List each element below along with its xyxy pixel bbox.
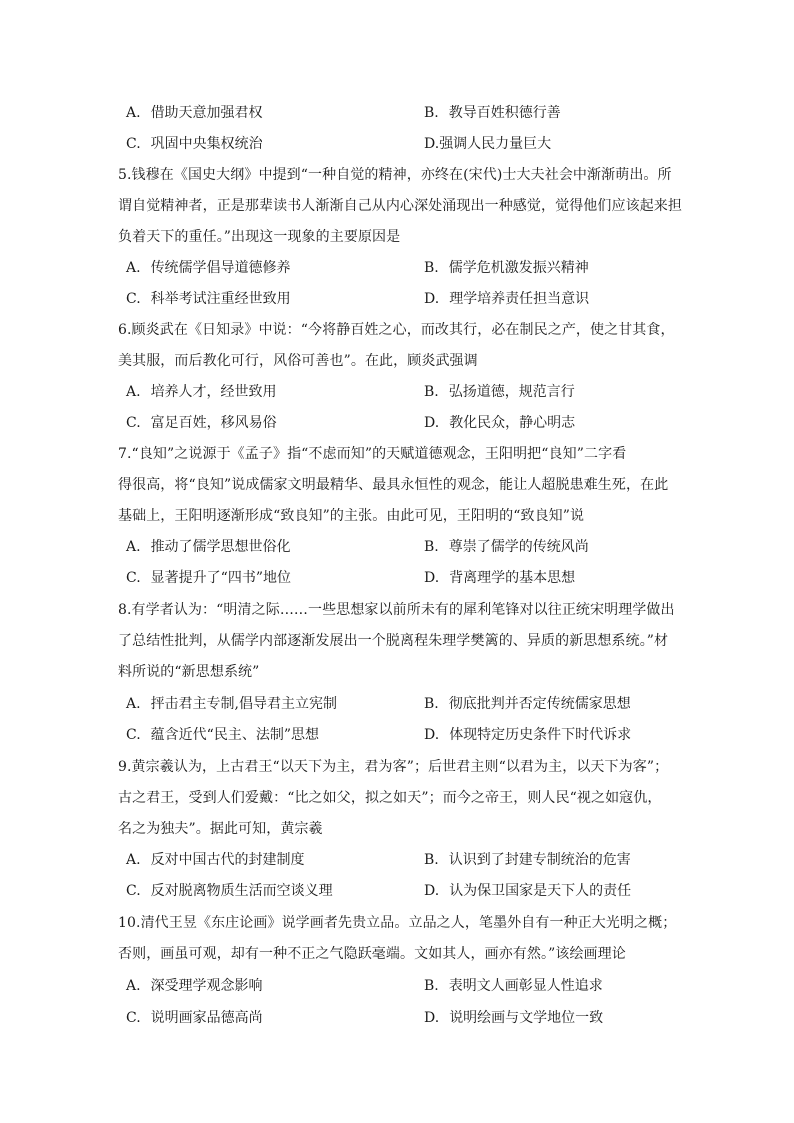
q5-stem-line-2: 谓自觉精神者，正是那辈读书人渐渐自己从内心深处涌现出一种感觉，觉得他们应该起来担 [118,198,682,214]
q10-option-d[interactable]: D. 说明绘画与文学地位一致 [424,1010,604,1026]
q5-options-row-1 [126,258,686,278]
q8-options-row-2 [126,725,686,745]
q5-stem-line-1: 5.钱穆在《国史大纲》中提到“一种自觉的精神，亦终在(宋代)士大夫社会中渐渐萌出。所 [118,167,672,183]
q8-options-row-1 [126,694,686,714]
q8-option-c[interactable]: C. 蕴含近代“民主、法制”思想 [126,727,319,743]
q9-options-row-1 [126,850,686,870]
q8-stem-line-1: 8.有学者认为：“明清之际……一些思想家以前所未有的犀利笔锋对以往正统宋明理学做出 [118,602,675,618]
q10-stem-line-2: 否则，画虽可观，却有一种不正之气隐跃毫端。文如其人，画亦有然。”该绘画理论 [118,946,626,962]
q9-stem-line-3: 名之为独夫”。据此可知，黄宗羲 [118,821,323,837]
q6-option-c[interactable]: C. 富足百姓，移风易俗 [126,415,277,431]
q8-option-d[interactable]: D. 体现特定历史条件下时代诉求 [424,727,632,743]
q10-option-a[interactable]: A. 深受理学观念影响 [126,978,263,994]
q8-option-a[interactable]: A. 抨击君主专制,倡导君主立宪制 [126,696,338,712]
q10-options-row-1 [126,976,686,996]
q8-option-b[interactable]: B. 彻底批判并否定传统儒家思想 [424,696,631,712]
q10-option-c[interactable]: C. 说明画家品德高尚 [126,1010,263,1026]
q8-stem-line-3: 料所说的“新思想系统” [118,664,260,680]
q5-option-b[interactable]: B. 儒学危机激发振兴精神 [424,260,589,276]
q7-stem-line-1: 7.“良知”之说源于《孟子》指“不虑而知”的天赋道德观念，王阳明把“良知”二字看 [118,446,627,462]
q9-option-d[interactable]: D. 认为保卫国家是天下人的责任 [424,883,632,899]
q6-option-b[interactable]: B. 弘扬道德，规范言行 [424,384,575,400]
q4-option-d[interactable]: D.强调人民力量巨大 [424,136,552,152]
q4-option-b[interactable]: B. 教导百姓积德行善 [424,105,561,121]
q10-options-row-2 [126,1008,686,1028]
q7-stem-line-3: 基础上，王阳明逐渐形成“致良知”的主张。由此可见，王阳明的“致良知”说 [118,508,585,524]
q7-options-row-1 [126,537,686,557]
q6-option-d[interactable]: D. 教化民众，静心明志 [424,415,576,431]
q7-option-b[interactable]: B. 尊崇了儒学的传统风尚 [424,539,589,555]
q7-stem-line-2: 得很高，将“良知”说成儒家文明最精华、最具永恒性的观念，能让人超脱患难生死，在此 [118,477,669,493]
q9-stem-line-2: 古之君王，受到人们爱戴：“比之如父，拟之如天”；而今之帝王，则人民“视之如寇仇， [118,790,662,806]
q9-option-c[interactable]: C. 反对脱离物质生活而空谈义理 [126,883,333,899]
q4-options-row-1 [126,103,686,123]
q4-option-a[interactable]: A. 借助天意加强君权 [126,105,263,121]
q6-stem-line-1: 6.顾炎武在《日知录》中说：“今将静百姓之心，而改其行，必在制民之产，使之甘其食， [118,322,675,338]
q7-option-d[interactable]: D. 背离理学的基本思想 [424,570,576,586]
q6-option-a[interactable]: A. 培养人才，经世致用 [126,384,277,400]
q8-stem-line-2: 了总结性批判，从儒学内部逐渐发展出一个脱离程朱理学樊篱的、异质的新思想系统。”材 [118,633,669,649]
q4-options-row-2 [126,134,686,154]
q6-options-row-2 [126,413,686,433]
q5-option-c[interactable]: C. 科举考试注重经世致用 [126,291,291,307]
q5-options-row-2 [126,289,686,309]
q9-stem-line-1: 9.黄宗羲认为，上古君王“以天下为主，君为客”；后世君主则“以君为主，以天下为客”； [118,759,669,775]
q7-option-c[interactable]: C. 显著提升了“四书”地位 [126,570,291,586]
q10-option-b[interactable]: B. 表明文人画彰显人性追求 [424,978,603,994]
q7-option-a[interactable]: A. 推动了儒学思想世俗化 [126,539,291,555]
q9-options-row-2 [126,881,686,901]
q5-option-a[interactable]: A. 传统儒学倡导道德修养 [126,260,291,276]
q5-stem-line-3: 负着天下的重任。”出现这一现象的主要原因是 [118,229,401,245]
q5-option-d[interactable]: D. 理学培养责任担当意识 [424,291,590,307]
q9-option-b[interactable]: B. 认识到了封建专制统治的危害 [424,852,631,868]
q6-stem-line-2: 美其服，而后教化可行，风俗可善也”。在此，顾炎武强调 [118,353,478,369]
q6-options-row-1 [126,382,686,402]
q4-option-c[interactable]: C. 巩固中央集权统治 [126,136,263,152]
q10-stem-line-1: 10.清代王昱《东庄论画》说学画者先贵立品。立品之人，笔墨外自有一种正大光明之概； [118,915,677,931]
q7-options-row-2 [126,568,686,588]
q9-option-a[interactable]: A. 反对中国古代的封建制度 [126,852,305,868]
